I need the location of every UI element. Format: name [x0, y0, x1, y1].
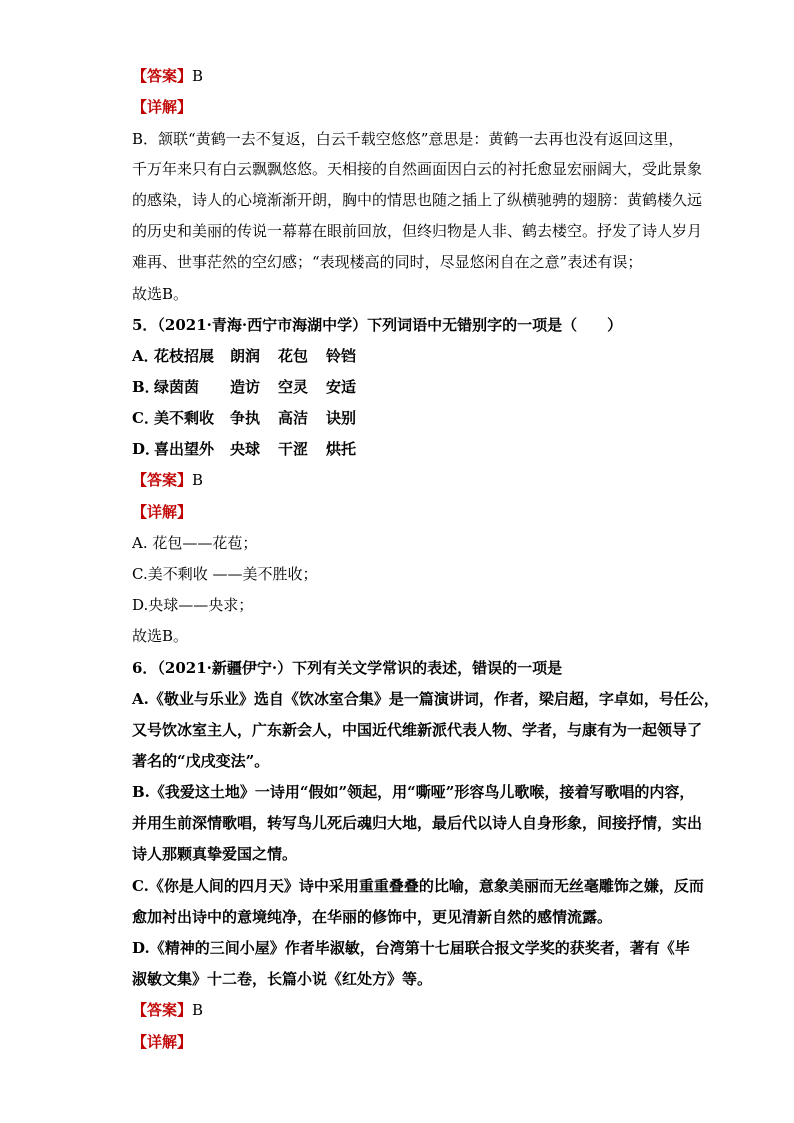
option-word: 安适	[326, 378, 357, 396]
q5-detail-line: C.美不剩收 ——美不胜收；	[132, 565, 318, 583]
q6-option-line: 又号饮冰室主人，广东新会人，中国近代维新派代表人物、学者，与康有为一起领导了	[132, 721, 703, 739]
q4-detail-line: B．颔联“黄鹤一去不复返，白云千载空悠悠”意思是：黄鹤一去再也没有返回这里，	[132, 130, 684, 148]
q4-conclusion: 故选B。	[132, 285, 189, 303]
q6-option-line: 诗人那颗真挚爱国之情。	[132, 845, 298, 863]
option-word: 诀别	[326, 409, 357, 427]
q6-answer-line	[132, 999, 672, 1021]
option-word: 争执	[230, 409, 261, 427]
option-word: 花包	[278, 347, 309, 365]
option-word: 铃铛	[326, 347, 357, 365]
detail-label: 【详解】	[132, 503, 193, 521]
q6-option-line: 愈加衬出诗中的意境纯净，在华丽的修饰中，更见清新自然的感情流露。	[132, 908, 613, 926]
option-word: 朗润	[230, 347, 261, 365]
option-word: 绿茵茵	[154, 378, 200, 396]
q4-detail-line: 的感染，诗人的心境渐渐开朗，胸中的情思也随之插上了纵横驰骋的翅膀：黄鹤楼久远	[132, 191, 703, 209]
option-word: 央球	[230, 440, 261, 458]
q5-option-a	[132, 345, 672, 367]
q6-option-line: 淑敏文集》十二卷，长篇小说《红处方》等。	[132, 970, 433, 988]
option-word: 花枝招展	[154, 347, 215, 365]
q4-detail-line: 千万年来只有白云飘飘悠悠。天相接的自然画面因白云的衬托愈显宏丽阔大，受此景象	[132, 160, 703, 178]
q6-option-line: D.《精神的三间小屋》作者毕淑敏，台湾第十七届联合报文学奖的获奖者，著有《毕	[132, 939, 690, 957]
q5-answer-line	[132, 469, 672, 491]
q4-detail-line: 的历史和美丽的传说一幕幕在眼前回放，但终归物是人非、鹤去楼空。抒发了诗人岁月	[132, 222, 703, 240]
option-word: 空灵	[278, 378, 309, 396]
q5-detail-line: D.央球——央求；	[132, 596, 254, 614]
q4-detail-line: 难再、世事茫然的空幻感；“表现楼高的同时，尽显悠闲自在之意”表述有误；	[132, 253, 643, 271]
answer-label: 【答案】	[132, 1001, 193, 1019]
option-word: 造访	[230, 378, 261, 396]
answer-label: 【答案】	[132, 471, 193, 489]
option-letter: C．	[132, 409, 159, 427]
q6-option-line: C.《你是人间的四月天》诗中采用重重叠叠的比喻，意象美丽而无丝毫雕饰之嫌，反而	[132, 877, 704, 895]
option-word: 美不剩收	[154, 409, 215, 427]
q4-answer-line	[132, 65, 672, 87]
option-letter: D．	[132, 440, 161, 458]
q5-option-d	[132, 438, 672, 460]
detail-label: 【详解】	[132, 98, 193, 116]
q6-detail-heading	[132, 1031, 672, 1053]
q5-option-c	[132, 407, 672, 429]
option-word: 喜出望外	[154, 440, 215, 458]
option-word: 烘托	[326, 440, 357, 458]
q5-stem: 5．（2021·青海·西宁市海湖中学）下列词语中无错别字的一项是（ ）	[132, 316, 623, 334]
detail-label: 【详解】	[132, 1033, 193, 1051]
answer-value: B	[192, 471, 204, 489]
option-letter: A．	[132, 347, 159, 365]
q4-detail-heading	[132, 96, 672, 118]
option-letter: B．	[132, 378, 160, 396]
q5-conclusion: 故选B。	[132, 627, 189, 645]
q6-option-line: B.《我爱这土地》一诗用“假如”领起，用“嘶哑”形容鸟儿歌喉，接着写歌唱的内容，	[132, 783, 695, 801]
q6-option-line: 并用生前深情歌唱，转写鸟儿死后魂归大地，最后代以诗人自身形象，间接抒情，实出	[132, 814, 703, 832]
q5-detail-heading	[132, 501, 672, 523]
q5-option-b	[132, 376, 672, 398]
q5-detail-line: A. 花包——花苞；	[132, 534, 258, 552]
answer-value: B	[192, 67, 204, 85]
answer-label: 【答案】	[132, 67, 193, 85]
answer-value: B	[192, 1001, 204, 1019]
q6-option-line: 著名的“戊戌变法”。	[132, 752, 270, 770]
option-word: 高洁	[278, 409, 309, 427]
q6-option-line: A.《敬业与乐业》选自《饮冰室合集》是一篇演讲词，作者，梁启超，字卓如，号任公，	[132, 690, 719, 708]
q6-stem: 6．（2021·新疆伊宁·）下列有关文学常识的表述，错误的一项是	[132, 659, 563, 677]
option-word: 干涩	[278, 440, 309, 458]
